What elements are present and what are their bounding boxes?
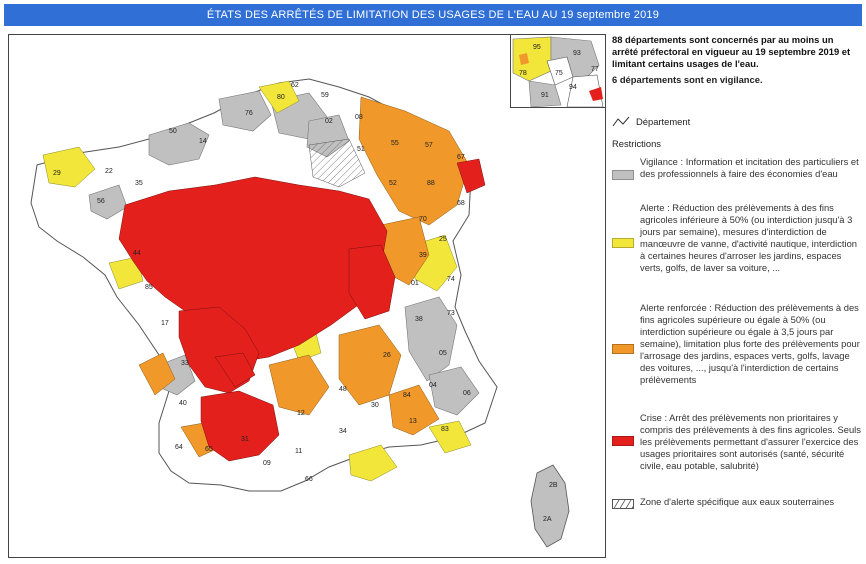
dept-label: 11 — [295, 448, 303, 455]
alerte-renforcee-swatch — [612, 344, 634, 354]
hatch-swatch-icon — [612, 499, 634, 509]
dept-label: 05 — [439, 350, 447, 357]
dept-label: 17 — [161, 320, 169, 327]
legend-item-text: Alerte : Réduction des prélèvements à des fins agricoles inférieure à 50% (ou interdiction jusqu'à 3 jours par semaine), mesures d'interdiction de manœuvre de vanne, d'activité nautique, interdiction à certaines heures d'arroser les jardins, espaces verts, golfs, de laver sa voiture, ... — [640, 202, 858, 273]
legend-item-crise — [612, 412, 862, 472]
dept-label: 13 — [409, 418, 417, 425]
dept-label: 55 — [391, 140, 399, 147]
france-map — [8, 34, 606, 558]
dept-label: 50 — [169, 128, 177, 135]
dept-label: 88 — [427, 180, 435, 187]
dept-label: 83 — [441, 426, 449, 433]
vigilance-count-text: 6 départements sont en vigilance. — [612, 74, 763, 85]
inset-label: 93 — [573, 50, 581, 57]
crise-swatch — [612, 436, 634, 446]
legend-department — [612, 116, 690, 128]
dept-label: 48 — [339, 386, 347, 393]
dept-label: 62 — [291, 82, 299, 89]
inset-label: 77 — [591, 66, 599, 73]
dept-label: 64 — [175, 444, 183, 451]
dept-label: 14 — [199, 138, 207, 145]
dept-label: 26 — [383, 352, 391, 359]
legend-item-text: Crise : Arrêt des prélèvements non prioritaires y compris des prélèvements à des fins agricoles. Seuls les prélèvements permettant d'assurer l'exercice des usages prioritaires sont autorisés (santé, sécurité civile, eau potable, salubrité) — [640, 412, 861, 471]
dept-label: 02 — [325, 118, 333, 125]
vigilance-swatch — [612, 170, 634, 180]
paris-inset-map — [510, 34, 606, 108]
dept-label: 34 — [339, 428, 347, 435]
dept-label: 59 — [321, 92, 329, 99]
dept-label: 80 — [277, 94, 285, 101]
legend-item-text: Zone d'alerte spécifique aux eaux souterraines — [640, 496, 835, 507]
legend-item-text: Vigilance : Information et incitation des particuliers et des professionnels à faire des économies d'eau — [640, 156, 859, 179]
dept-label: 22 — [105, 168, 113, 175]
legend-panel — [612, 34, 862, 507]
dept-label: 33 — [181, 360, 189, 367]
dept-label: 66 — [305, 476, 313, 483]
dept-label: 30 — [371, 402, 379, 409]
dept-label: 65 — [205, 446, 213, 453]
alerte-swatch — [612, 238, 634, 248]
inset-label: 95 — [533, 44, 541, 51]
dept-label: 70 — [419, 216, 427, 223]
department-label: Département — [636, 116, 691, 127]
paris-inset-svg — [511, 35, 606, 108]
department-line-icon — [612, 116, 630, 128]
dept-label: 73 — [447, 310, 455, 317]
dept-label: 85 — [145, 284, 153, 291]
dept-label: 68 — [457, 200, 465, 207]
dept-label: 2A — [543, 516, 552, 523]
dept-label: 35 — [135, 180, 143, 187]
france-map-svg — [9, 35, 606, 558]
dept-label: 67 — [457, 154, 465, 161]
corsica-outline — [531, 465, 569, 547]
inset-label: 78 — [519, 70, 527, 77]
restrictions-label: Restrictions — [612, 138, 661, 149]
dept-label: 40 — [179, 400, 187, 407]
summary-text: 88 départements sont concernés par au moins un arrêté préfectoral en vigueur au 19 septembre 2019 et limitant certains usages de l'eau. — [612, 34, 851, 69]
dept-label: 38 — [415, 316, 423, 323]
dept-label: 25 — [439, 236, 447, 243]
dept-label: 31 — [241, 436, 249, 443]
dept-label: 52 — [389, 180, 397, 187]
dept-label: 57 — [425, 142, 433, 149]
dept-label: 09 — [263, 460, 271, 467]
dept-label: 56 — [97, 198, 105, 205]
dept-label: 74 — [447, 276, 455, 283]
inset-label: 75 — [555, 70, 563, 77]
dept-label: 76 — [245, 110, 253, 117]
legend-item-alerte — [612, 202, 862, 274]
legend-item-vigilance — [612, 156, 862, 180]
map-title: ÉTATS DES ARRÊTÉS DE LIMITATION DES USAGES DE L'EAU AU 19 septembre 2019 — [4, 4, 862, 26]
dept-label: 44 — [133, 250, 141, 257]
inset-label: 91 — [541, 92, 549, 99]
dept-label: 2B — [549, 482, 558, 489]
dept-label: 08 — [355, 114, 363, 121]
legend-item-groundwater — [612, 496, 862, 509]
legend-item-alerte-renforcee — [612, 302, 862, 386]
dept-label: 04 — [429, 382, 437, 389]
legend-item-text: Alerte renforcée : Réduction des prélèvements à des fins agricoles supérieure ou égale à 50% (ou interdiction supérieure ou égale à 3,5 jours par semaine), limitation plus forte des prélèvements pour l'arrosage des jardins, espaces verts, golfs, lavage des voitures, ..., jusqu'à l'interdiction de certains prélèvements — [640, 302, 860, 385]
dept-label: 29 — [53, 170, 61, 177]
inset-label: 94 — [569, 84, 577, 91]
dept-label: 06 — [463, 390, 471, 397]
dept-label: 51 — [357, 146, 365, 153]
dept-label: 39 — [419, 252, 427, 259]
dept-label: 12 — [297, 410, 305, 417]
dept-label: 01 — [411, 280, 419, 287]
dept-label: 84 — [403, 392, 411, 399]
